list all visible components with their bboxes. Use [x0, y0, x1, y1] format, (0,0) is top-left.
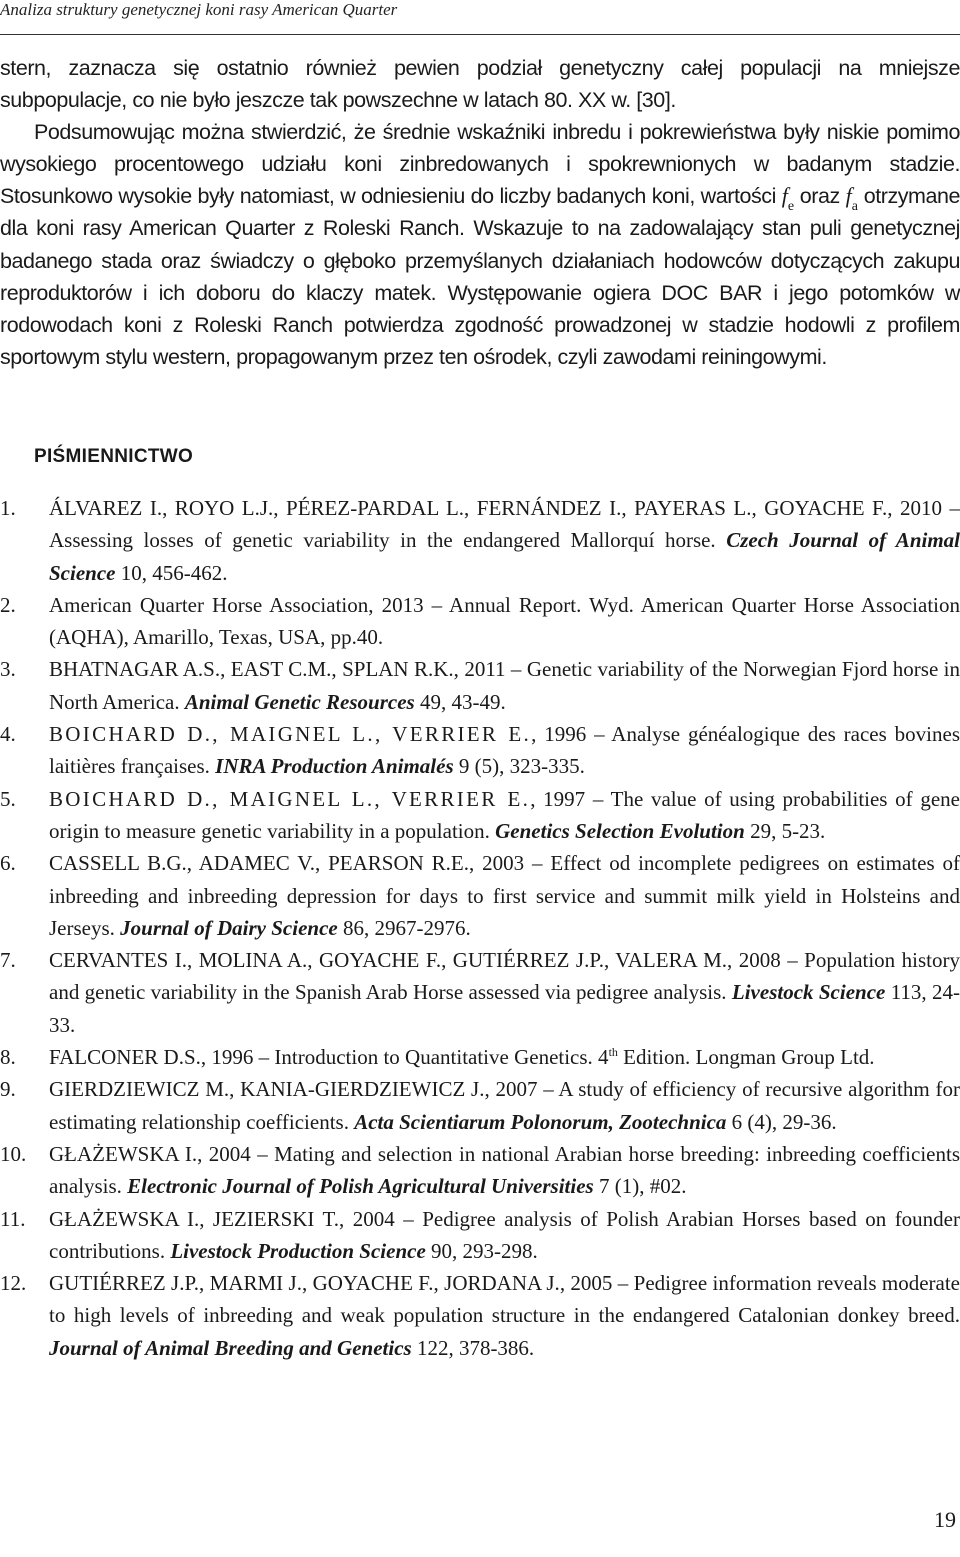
reference-number: 1. [0, 496, 16, 520]
reference-text: , 2005 – Pedigree information reveals moderate to high levels of inbreeding and weak population structure in the endangered Catalonian donkey breed. [49, 1271, 960, 1328]
reference-authors: GŁAŻEWSKA I. [49, 1141, 198, 1166]
reference-details: 86, 2967-2976. [337, 915, 471, 940]
reference-text: , 2007 – A study of efficiency of recursive algorithm for estimating relationship coefficients. [49, 1077, 960, 1134]
reference-authors: CASSELL B.G., ADAMEC V., PEARSON R.E. [49, 851, 470, 876]
reference-authors: BOICHARD D., MAIGNEL L., VERRIER E. [49, 786, 531, 811]
paragraph-2 [0, 116, 960, 373]
reference-details: 113, 24-33. [49, 980, 960, 1037]
paragraph-1-text: stern, zaznacza się ostatnio również pewien podział genetyczny całej populacji na mniejsze subpopulacje, co nie było jeszcze tak powszechne w latach 80. XX w. [30]. [0, 56, 960, 113]
reference-journal: Genetics Selection Evolution [495, 818, 745, 843]
running-header: Analiza struktury genetycznej koni rasy American Quarter [0, 0, 398, 19]
reference-authors: GIERDZIEWICZ M., KANIA-GIERDZIEWICZ J. [49, 1077, 485, 1102]
reference-item [0, 783, 960, 848]
header-divider [0, 34, 960, 35]
reference-item [0, 1138, 960, 1203]
reference-number: 8. [0, 1045, 16, 1070]
reference-item [0, 847, 960, 944]
reference-journal: Journal of Animal Breeding and Genetics [49, 1335, 412, 1360]
reference-details: 29, 5-23. [744, 818, 826, 843]
fe-subscript: e [787, 199, 795, 215]
reference-text: , 1996 – Analyse généalogique des races bovines laitières françaises. [49, 722, 960, 779]
reference-item [0, 944, 960, 1041]
paragraph-2-text-c: Wskazuje to na zadowalający stan puli genetycznej badanego stada oraz świadczy o głęboko przemyślanych działaniach hodowców dotyczących zakupu reproduktorów i ich doboru do klaczy matek. Występowanie ogiera DOC BAR i jego potomków w rodowodach koni z Roleski Ranch potwierdza zgodność prowadzonej w stadzie hodowli z profilem sportowym stylu western, propagowanym przez ten ośrodek, czyli zawodami reiningowymi. [0, 216, 960, 369]
reference-details: 122, 378-386. [411, 1335, 535, 1360]
reference-journal: Animal Genetic Resources [184, 689, 415, 714]
reference-text: American Quarter Horse Association, 2013 – Annual Report. Wyd. American Quarter Horse Association (AQHA), Amarillo, Texas, USA, pp.40. [49, 592, 960, 650]
reference-text: , 1996 – Introduction to Quantitative Genetics. 4 [200, 1045, 609, 1070]
reference-journal: Czech Journal of Animal Science [49, 528, 960, 585]
page-number: 19 [934, 1507, 956, 1532]
fa-subscript: a [851, 199, 858, 215]
reference-text: , 2004 – Mating and selection in national Arabian horse breeding: inbreeding coefficients analysis. [49, 1141, 960, 1199]
reference-number: 6. [0, 851, 16, 876]
reference-text: , 2004 – Pedigree analysis of Polish Arabian Horses based on founder contributions. [49, 1206, 960, 1263]
paragraph-2-text-a: Podsumowując można stwierdzić, że średnie wskaźniki inbredu i pokrewieństwa były niskie pomimo wysokiego procentowego udziału koni zinbredowanych i spokrewnionych w badanym stadzie. Stosunkowo wysokie były natomiast, w odniesieniu do liczby badanych koni, wartości [0, 120, 960, 209]
reference-item [0, 1073, 960, 1138]
fa-symbol: f [845, 183, 852, 209]
reference-details: 9 (5), 323-335. [453, 754, 585, 779]
reference-journal: Journal of Dairy Science [120, 915, 338, 940]
reference-item [0, 589, 960, 654]
reference-number: 10. [0, 1141, 27, 1166]
reference-text: , 2011 – Genetic variability of the Norwegian Fjord horse in North America. [49, 657, 960, 714]
paragraph-2-text-b: otrzymane dla koni rasy American Quarter z Roleski Ranch. [0, 184, 960, 241]
reference-details: 10, 456-462. [115, 560, 228, 585]
reference-journal: Livestock Production Science [170, 1238, 426, 1263]
reference-details: 49, 43-49. [414, 689, 506, 714]
fe-symbol: f [781, 183, 788, 209]
reference-text: , 2003 – Effect od incomplete pedigrees on estimates of inbreeding and inbreeding depression for days to first service and summit milk yield in Holsteins and Jerseys. [49, 851, 960, 940]
reference-item [0, 718, 960, 783]
reference-journal: Livestock Science [731, 980, 886, 1005]
reference-list [0, 492, 960, 1364]
reference-item [0, 1041, 960, 1073]
reference-text: , 2010 – Assessing losses of genetic variability in the endangered Mallorquí horse. [49, 496, 960, 553]
reference-item [0, 1267, 960, 1364]
references-heading: PIŚMIENNICTWO [34, 446, 194, 467]
reference-authors: FALCONER D.S. [49, 1045, 201, 1070]
reference-authors: BHATNAGAR A.S., EAST C.M., SPLAN R.K. [49, 657, 454, 682]
reference-text: , 1997 – The value of using probabilities of gene origin to measure genetic variability in a population. [49, 786, 960, 843]
reference-number: 9. [0, 1077, 16, 1102]
reference-number: 11. [0, 1206, 26, 1231]
reference-journal: Acta Scientiarum Polonorum, Zootechnica [354, 1109, 727, 1134]
paragraph-1 [0, 52, 960, 116]
reference-details: 7 (1), #02. [593, 1174, 687, 1199]
reference-number: 2. [0, 592, 16, 617]
reference-journal: INRA Production Animalés [215, 754, 454, 779]
reference-authors: GŁAŻEWSKA I., JEZIERSKI T. [49, 1206, 340, 1231]
reference-number: 12. [0, 1271, 27, 1296]
reference-item [0, 492, 960, 589]
reference-item [0, 653, 960, 718]
reference-authors: BOICHARD D., MAIGNEL L., VERRIER E. [49, 722, 532, 747]
reference-number: 5. [0, 786, 16, 811]
reference-journal: Electronic Journal of Polish Agricultural Universities [127, 1174, 594, 1199]
reference-details: 6 (4), 29-36. [726, 1109, 837, 1134]
body-text [0, 52, 960, 373]
reference-authors: CERVANTES I., MOLINA A., GOYACHE F., GUTIÉRREZ J.P., VALERA M. [49, 948, 727, 973]
reference-details: 90, 293-298. [425, 1238, 538, 1263]
reference-text: , 2008 – Population history and genetic variability in the Spanish Arab Horse assessed via pedigree analysis. [49, 948, 960, 1005]
reference-details: Edition. Longman Group Ltd. [617, 1045, 875, 1070]
reference-number: 3. [0, 657, 16, 682]
reference-authors: GUTIÉRREZ J.P., MARMI J., GOYACHE F., JORDANA J. [49, 1271, 560, 1296]
reference-number: 7. [0, 948, 16, 973]
reference-authors: ÁLVAREZ I., ROYO L.J., PÉREZ-PARDAL L., FERNÁNDEZ I., PAYERAS L., GOYACHE F. [49, 496, 888, 520]
reference-superscript: th [608, 1045, 618, 1060]
reference-number: 4. [0, 722, 16, 747]
reference-item [0, 1203, 960, 1268]
oraz-word: oraz [799, 184, 840, 209]
